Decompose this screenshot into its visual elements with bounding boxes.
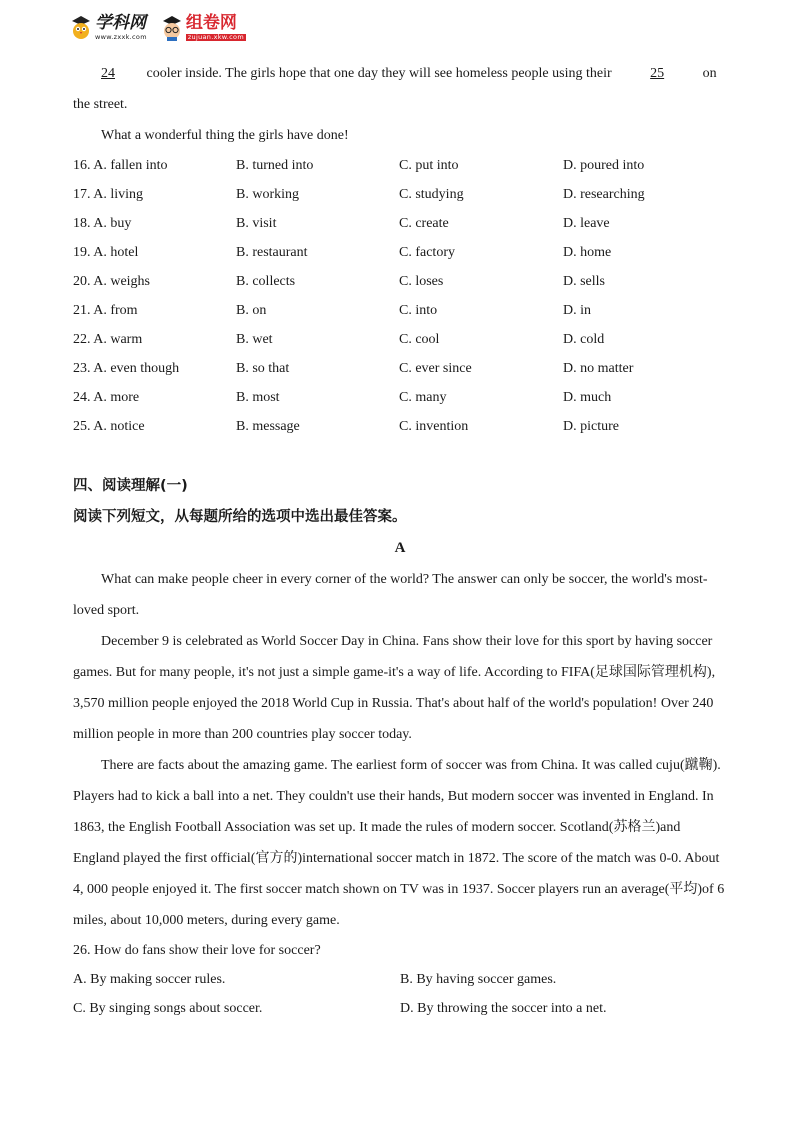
option-d: D. poured into: [563, 158, 645, 173]
cloze-line-2: the street.: [73, 97, 128, 112]
cloze-line-1: [73, 58, 727, 89]
passage-label: A: [394, 540, 406, 556]
option-b: B. restaurant: [236, 245, 308, 260]
option-a: 23. A. even though: [73, 361, 180, 376]
option-a: 20. A. weighs: [73, 274, 150, 289]
option-row-25: [73, 412, 727, 441]
student-mascot-icon: [161, 15, 183, 41]
option-c: C. cool: [399, 332, 440, 347]
option-a: 18. A. buy: [73, 216, 132, 231]
logo1-name: 学科网: [95, 13, 146, 34]
option-d: D. picture: [563, 419, 619, 434]
option-c: C. factory: [399, 245, 455, 260]
section-instruction: 阅读下列短文，从每题所给的选项中选出最佳答案。: [73, 509, 407, 525]
question-26-stem: 26. How do fans show their love for soccer?: [73, 943, 321, 958]
option-b: B. message: [236, 419, 300, 434]
option-c: C. invention: [399, 419, 469, 434]
passage-paragraph-2: December 9 is celebrated as World Soccer Day in China. Fans show their love for this sport by having soccer games. But for many people, it's not just a simple game-it's a way of life. According to FIFA(足球国际管理机构), 3,570 million people enjoyed the 2018 World Cup in Russia. That's about half of the world's population! Over 240 million people in more than 200 countries play soccer today.: [73, 634, 716, 742]
option-c: C. into: [399, 303, 438, 318]
option-table: [73, 151, 727, 441]
option-d: D. researching: [563, 187, 645, 202]
option-c: C. loses: [399, 274, 444, 289]
option-row-22: [73, 325, 727, 354]
option-c: C. create: [399, 216, 449, 231]
option-a: 16. A. fallen into: [73, 158, 168, 173]
option-a: 22. A. warm: [73, 332, 143, 347]
option-row-16: [73, 151, 727, 180]
option-b: B. so that: [236, 361, 290, 376]
option-b: B. wet: [236, 332, 273, 347]
option-b: B. most: [236, 390, 280, 405]
option-a: 17. A. living: [73, 187, 144, 202]
zxxk-logo: [70, 15, 147, 41]
option-c: C. studying: [399, 187, 464, 202]
option-row-18: [73, 209, 727, 238]
cloze-text-end: on: [699, 66, 717, 81]
blank-25: 25: [650, 66, 665, 81]
option-d: D. no matter: [563, 361, 634, 376]
option-d: D. home: [563, 245, 612, 260]
section-title: 四、阅读理解(一): [73, 478, 188, 494]
option-d: D. cold: [563, 332, 605, 347]
option-d: D. in: [563, 303, 591, 318]
option-d: D. sells: [563, 274, 605, 289]
option-row-24: [73, 383, 727, 412]
document-body: [73, 60, 727, 1023]
option-row-17: [73, 180, 727, 209]
zujuan-logo: [161, 15, 246, 41]
answer-a: A. By making soccer rules.: [73, 972, 226, 987]
option-c: C. put into: [399, 158, 459, 173]
owl-mascot-icon: [70, 15, 92, 41]
cloze-text-mid: cooler inside. The girls hope that one day they will see homeless people using their: [143, 66, 616, 81]
page-header: [70, 8, 260, 48]
option-d: D. leave: [563, 216, 610, 231]
answer-d: D. By throwing the soccer into a net.: [400, 1001, 607, 1016]
logo2-name: 组卷网: [185, 13, 237, 34]
passage-paragraph-1: What can make people cheer in every corner of the world? The answer can only be soccer, the world's most-loved sport.: [73, 572, 708, 618]
answer-c: C. By singing songs about soccer.: [73, 1001, 263, 1016]
logo1-url: www.zxxk.com: [95, 33, 147, 42]
cloze-line-3: What a wonderful thing the girls have done!: [101, 128, 349, 143]
option-b: B. collects: [236, 274, 296, 289]
option-d: D. much: [563, 390, 612, 405]
answer-b: B. By having soccer games.: [400, 972, 557, 987]
question-26-row-1: [73, 965, 727, 994]
option-row-23: [73, 354, 727, 383]
option-a: 21. A. from: [73, 303, 138, 318]
option-b: B. turned into: [236, 158, 314, 173]
option-a: 25. A. notice: [73, 419, 145, 434]
blank-24: 24: [101, 66, 115, 81]
option-a: 19. A. hotel: [73, 245, 139, 260]
passage-paragraph-3: There are facts about the amazing game. The earliest form of soccer was from China. It was called cuju(蹴鞠). Players had to kick a ball into a net. They couldn't use their hands, But modern soccer was invented in England. In 1863, the English Football Association was set up. It made the rules of modern soccer. Scotland(苏格兰)and England played the first official(官方的)international soccer match in 1872. The score of the match was 0-0. About 4, 000 people enjoyed it. The first soccer match shown on TV was in 1937. Soccer players run an average(平均)of 6 miles, about 10,000 meters, during every game.: [73, 758, 725, 928]
question-26-row-2: [73, 994, 727, 1023]
option-row-19: [73, 238, 727, 267]
option-row-21: [73, 296, 727, 325]
option-c: C. ever since: [399, 361, 472, 376]
option-c: C. many: [399, 390, 447, 405]
option-b: B. working: [236, 187, 299, 202]
logo2-url: zujuan.xkw.com: [187, 33, 244, 42]
option-b: B. visit: [236, 216, 277, 231]
option-a: 24. A. more: [73, 390, 140, 405]
option-row-20: [73, 267, 727, 296]
option-b: B. on: [236, 303, 267, 318]
